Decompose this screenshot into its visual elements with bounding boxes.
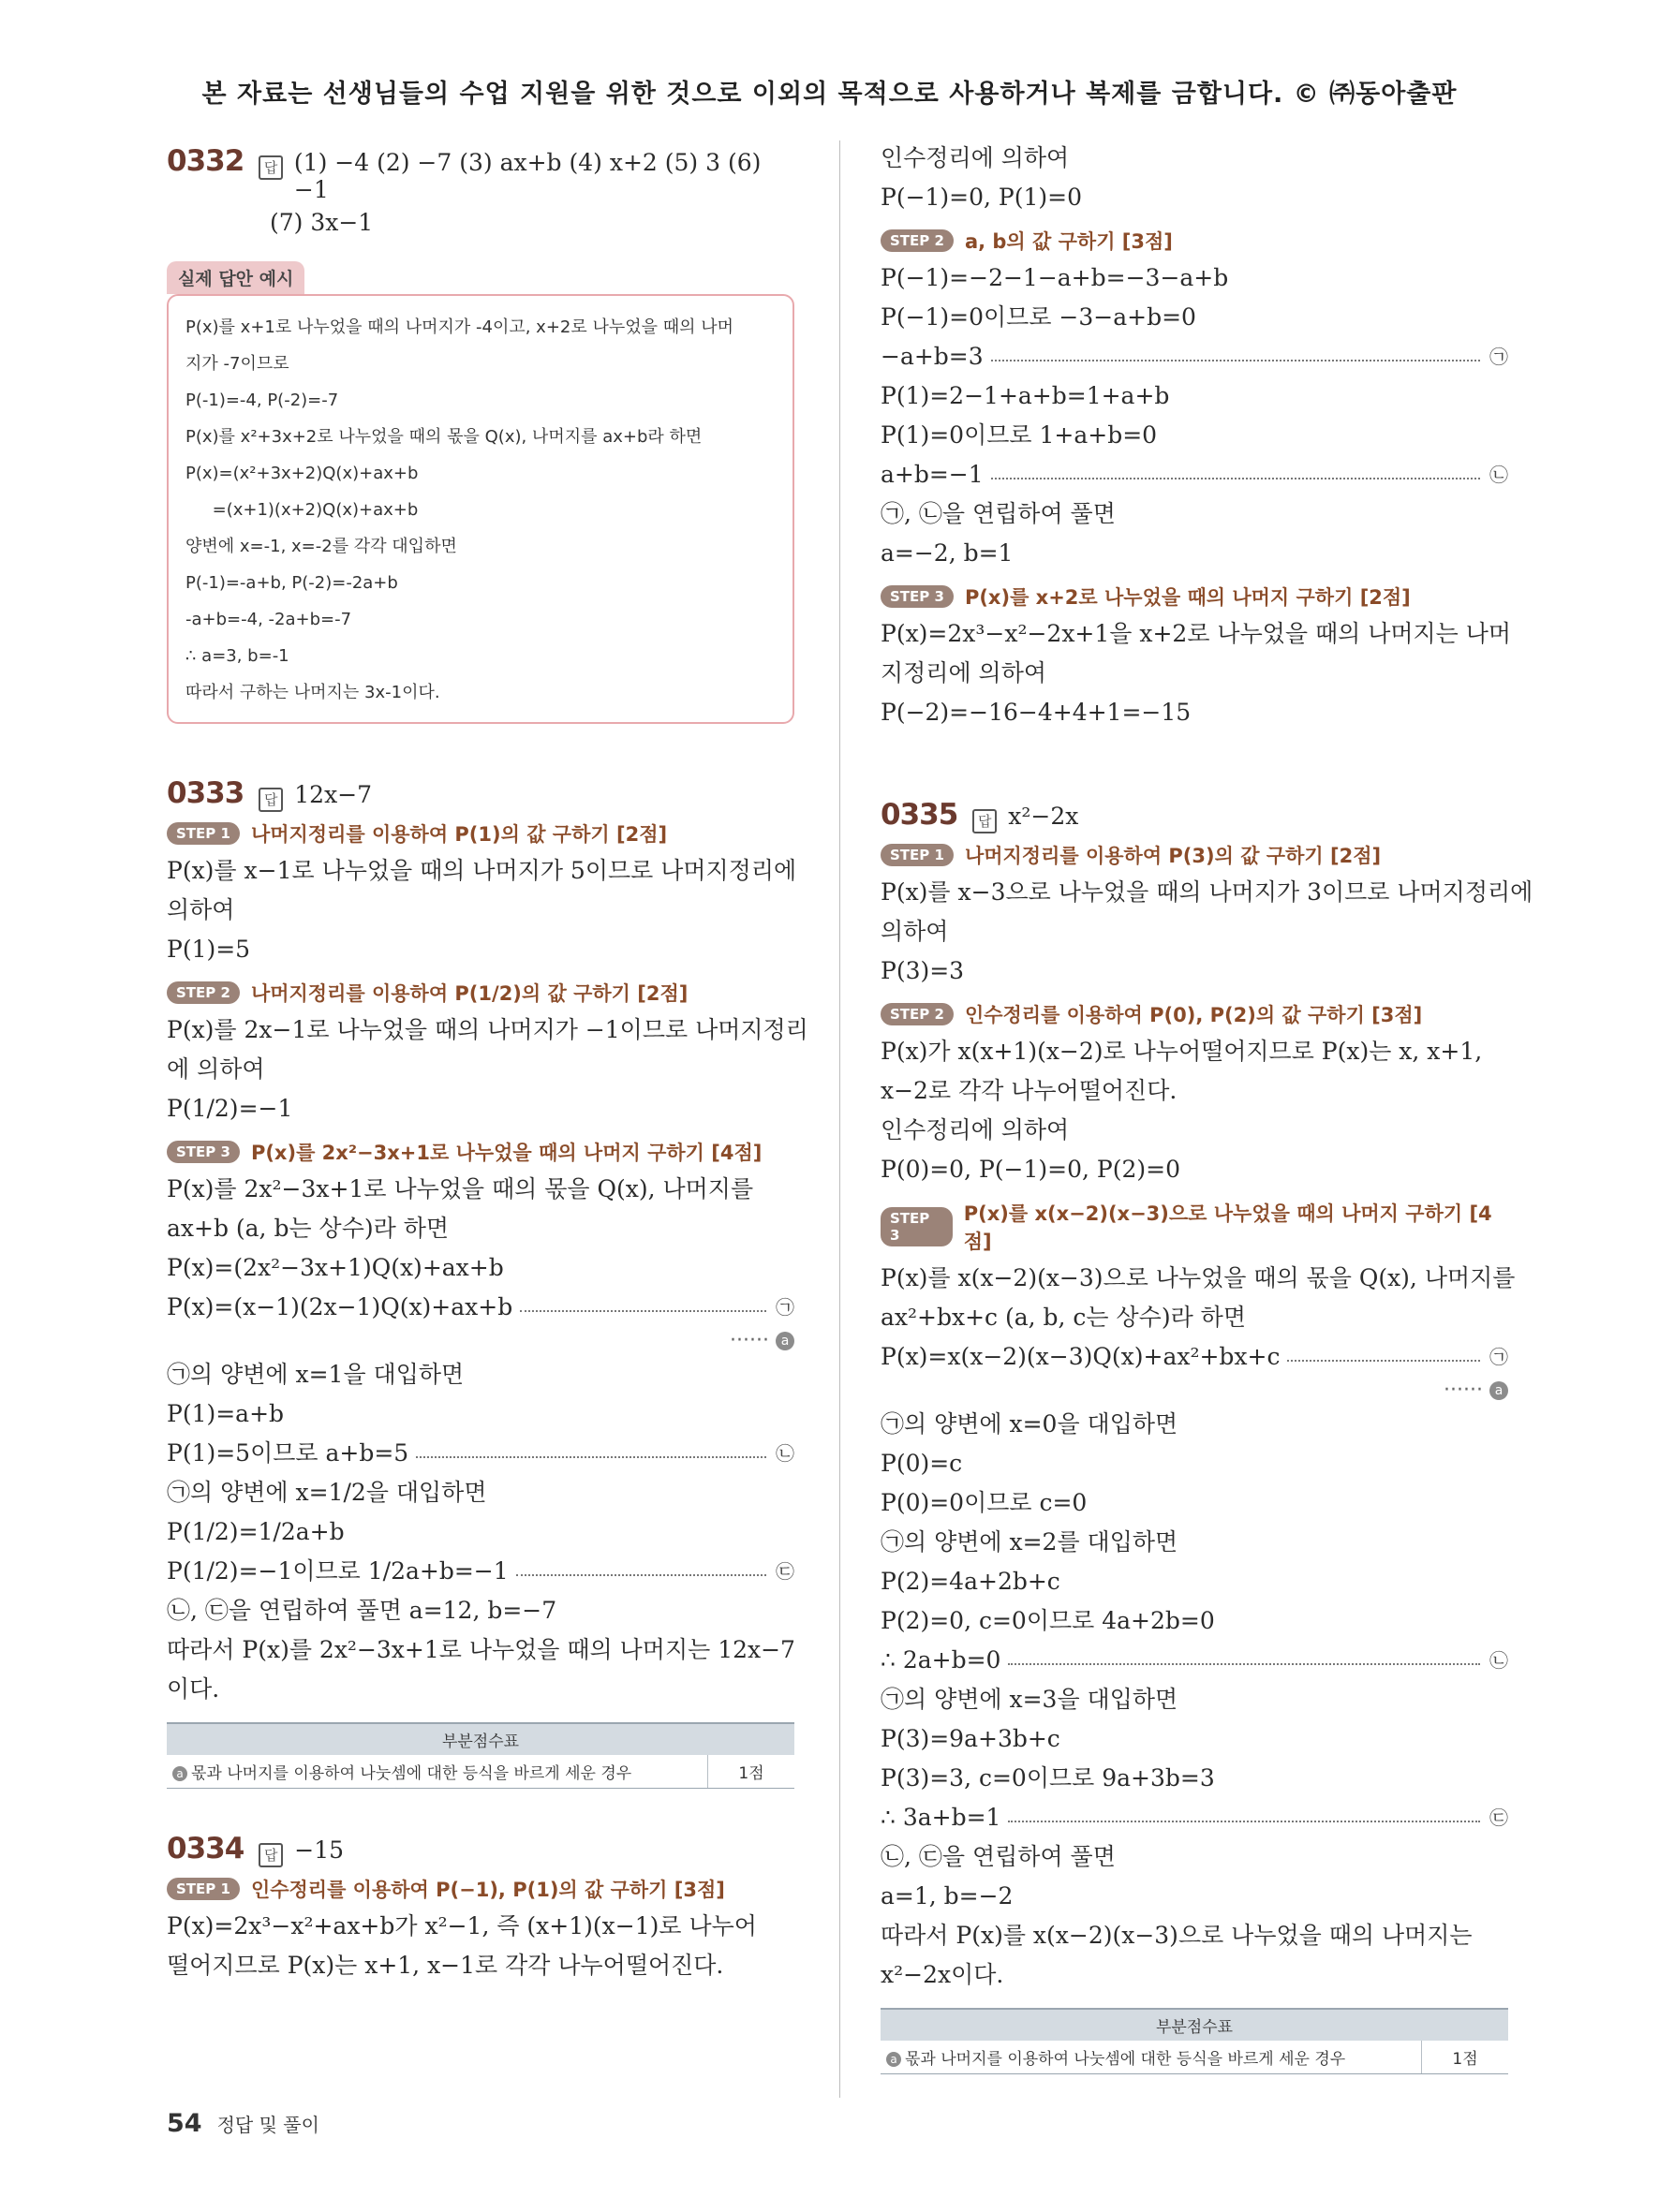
step-title: 인수정리를 이용하여 P(−1), P(1)의 값 구하기 [3점] [250,1879,725,1901]
example-tab: 실제 답안 예시 [167,261,304,294]
step-title: 인수정리를 이용하여 P(0), P(2)의 값 구하기 [3점] [964,1004,1423,1026]
solution-line: a=1, b=−2 [881,1882,1014,1910]
equation-marker: ㉡ [1489,464,1508,486]
equation-line [881,1337,1508,1377]
step-badge: STEP 3 [167,1141,240,1163]
problem-number: 0333 [167,776,244,810]
example-line: P(x)=(x²+3x+2)Q(x)+ax+b [185,464,419,483]
equation-text: −a+b=3 [881,343,984,370]
dot-leader [516,1574,766,1576]
example-line: P(x)를 x²+3x+2로 나누었을 때의 몫을 Q(x), 나머지를 ax+b라 하면 [185,427,703,447]
step-1-header [167,1875,794,1903]
solution-line: P(x)를 2x−1로 나누었을 때의 나머지가 −1이므로 나머지정리 [167,1016,808,1043]
example-line: =(x+1)(x+2)Q(x)+ax+b [185,500,419,520]
solution-line: ㉡, ㉢을 연립하여 풀면 a=12, b=−7 [167,1597,557,1624]
solution-line: P(x)를 x−1로 나누었을 때의 나머지가 5이므로 나머지정리에 [167,857,797,884]
step-title: 나머지정리를 이용하여 P(3)의 값 구하기 [2점] [964,845,1382,867]
solution-line: P(0)=c [881,1450,963,1477]
example-line: 따라서 구하는 나머지는 3x-1이다. [185,683,440,702]
dot-leader [991,478,1480,479]
solution-line: 지정리에 의하여 [881,659,1046,686]
solution-line: P(3)=3 [881,957,965,984]
solution-line: a=−2, b=1 [881,539,1014,567]
step-3-header [881,582,1508,611]
answer: −15 [294,1836,345,1864]
equation-marker: ㉠ [1489,346,1508,368]
step-badge: STEP 1 [167,1878,240,1900]
footer-title: 정답 및 풀이 [216,2114,319,2136]
step-badge: STEP 2 [881,229,954,252]
example-line: 지가 -7이므로 [185,354,289,374]
step-title: P(x)를 2x²−3x+1로 나누었을 때의 나머지 구하기 [4점] [250,1142,763,1164]
step-1-header [167,819,794,848]
solution-line: P(−1)=0, P(1)=0 [881,184,1083,211]
a-circle-icon: a [172,1766,187,1781]
column-divider [839,140,840,2098]
step-badge: STEP 2 [881,1003,954,1025]
step-2-header [167,979,794,1007]
solution-line: ax²+bx+c (a, b, c는 상수)라 하면 [881,1304,1246,1331]
example-line: P(x)를 x+1로 나누었을 때의 나머지가 -4이고, x+2로 나누었을 때의 나머 [185,317,734,337]
problem-0334-continued [881,139,1512,732]
example-line: 양변에 x=-1, x=-2를 각각 대입하면 [185,537,457,556]
solution-line: ㉠, ㉡을 연립하여 풀면 [881,500,1116,527]
problem-number: 0335 [881,798,958,832]
score-item [167,1755,708,1789]
equation-line [881,337,1508,376]
equation-text: P(1/2)=−1이므로 1/2a+b=−1 [167,1557,509,1585]
solution-line: 의하여 [167,896,235,923]
solution-line: P(−1)=−2−1−a+b=−3−a+b [881,264,1229,291]
solution-line: 인수정리에 의하여 [881,144,1070,171]
solution-line: P(x)를 x−3으로 나누었을 때의 나머지가 3이므로 나머지정리에 [881,878,1533,906]
dot-leader [416,1456,766,1458]
equation-marker: ㉠ [1489,1346,1508,1368]
example-line: -a+b=-4, -2a+b=-7 [185,610,352,629]
solution-line: P(x)=(2x²−3x+1)Q(x)+ax+b [167,1254,504,1281]
score-item [881,2041,1422,2074]
equation-text: ∴ 3a+b=1 [881,1804,1001,1831]
score-table-header: 부분점수표 [167,1723,794,1755]
equation-line [167,1288,794,1327]
solution-line: P(2)=0, c=0이므로 4a+2b=0 [881,1607,1215,1634]
equation-marker: ㉠ [776,1296,794,1319]
solution-line: 이다. [167,1675,220,1703]
left-column [167,139,808,1985]
solution-line: P(1)=0이므로 1+a+b=0 [881,421,1158,449]
solution-line: ㉡, ㉢을 연립하여 풀면 [881,1843,1116,1870]
a-circle-icon: a [886,2052,901,2067]
solution-line: P(x)=2x³−x²+ax+b가 x²−1, 즉 (x+1)(x−1)로 나누어 [167,1912,757,1939]
problem-0333 [167,776,808,1789]
equation-text: P(x)=x(x−2)(x−3)Q(x)+ax²+bx+c [881,1343,1281,1370]
answer-continued: (7) 3x−1 [270,209,374,236]
solution-line: 떨어지므로 P(x)는 x+1, x−1로 각각 나누어떨어진다. [167,1952,724,1979]
solution-line: P(x)를 x(x−2)(x−3)으로 나누었을 때의 몫을 Q(x), 나머지를 [881,1264,1516,1291]
solution-line: 의하여 [881,918,949,945]
solution-line: P(3)=9a+3b+c [881,1725,1060,1752]
solution-line: P(1/2)=−1 [167,1095,293,1122]
solution-line: P(2)=4a+2b+c [881,1568,1060,1595]
solution-line: ㉠의 양변에 x=1/2을 대입하면 [167,1479,487,1506]
solution-line: x−2로 각각 나누어떨어진다. [881,1077,1178,1104]
dot-leader [520,1310,766,1312]
dot-leader [1008,1821,1480,1822]
example-line: P(-1)=-4, P(-2)=-7 [185,391,339,410]
equation-line [881,1798,1508,1837]
dot-leader [1008,1663,1480,1665]
solution-line: P(0)=0, P(−1)=0, P(2)=0 [881,1156,1180,1183]
solution-line: ㉠의 양변에 x=0을 대입하면 [881,1410,1178,1438]
equation-marker: ㉢ [1489,1806,1508,1829]
answer-icon: 답 [259,155,283,180]
a-marker-line: ······ a [881,1377,1508,1405]
solution-line: P(0)=0이므로 c=0 [881,1489,1088,1516]
answer-icon: 답 [972,809,997,833]
equation-marker: ㉢ [776,1560,794,1583]
answer: 12x−7 [294,781,373,808]
copyright-banner: 본 자료는 선생님들의 수업 지원을 위한 것으로 이외의 목적으로 사용하거나 복제를 금합니다. © ㈜동아출판 [201,80,1458,109]
solution-line: 인수정리에 의하여 [881,1116,1070,1143]
a-circle-icon: a [1489,1381,1508,1400]
solution-line: P(1)=a+b [167,1400,285,1427]
solution-line: 따라서 P(x)를 x(x−2)(x−3)으로 나누었을 때의 나머지는 [881,1922,1473,1949]
score-points: 1점 [1422,2041,1509,2074]
page-number: 54 [167,2109,202,2138]
problem-number: 0332 [167,144,244,178]
step-badge: STEP 2 [167,981,240,1004]
solution-line: 따라서 P(x)를 2x²−3x+1로 나누었을 때의 나머지는 12x−7 [167,1636,795,1663]
score-points: 1점 [708,1755,795,1789]
solution-line: ㉠의 양변에 x=2를 대입하면 [881,1528,1178,1556]
equation-text: P(1)=5이므로 a+b=5 [167,1439,409,1467]
step-title: P(x)를 x(x−2)(x−3)으로 나누었을 때의 나머지 구하기 [4점] [963,1202,1492,1253]
equation-marker: ㉡ [1489,1649,1508,1672]
problem-0335 [881,798,1533,2074]
step-2-header [881,1000,1508,1028]
step-badge: STEP 1 [881,844,954,866]
solution-line: P(x)를 2x²−3x+1로 나누었을 때의 몫을 Q(x), 나머지를 [167,1175,754,1202]
example-answer-box [167,294,794,724]
equation-text: a+b=−1 [881,461,984,488]
solution-line: P(x)=2x³−x²−2x+1을 x+2로 나누었을 때의 나머지는 나머 [881,620,1512,647]
step-3-header [167,1138,794,1166]
score-item-text: 몫과 나머지를 이용하여 나눗셈에 대한 등식을 바르게 세운 경우 [191,1764,632,1783]
step-title: 나머지정리를 이용하여 P(1)의 값 구하기 [2점] [250,823,668,846]
solution-line: P(3)=3, c=0이므로 9a+3b=3 [881,1764,1215,1792]
equation-text: P(x)=(x−1)(2x−1)Q(x)+ax+b [167,1293,513,1320]
solution-line: P(x)가 x(x+1)(x−2)로 나누어떨어지므로 P(x)는 x, x+1, [881,1038,1483,1065]
score-table-header: 부분점수표 [881,2009,1508,2041]
equation-line [167,1552,794,1591]
equation-text: ∴ 2a+b=0 [881,1646,1001,1674]
step-title: a, b의 값 구하기 [3점] [964,230,1173,253]
step-badge: STEP 3 [881,1207,953,1246]
partial-score-table [167,1722,794,1789]
step-title: P(x)를 x+2로 나누었을 때의 나머지 구하기 [2점] [964,586,1411,609]
step-title: 나머지정리를 이용하여 P(1/2)의 값 구하기 [2점] [250,982,689,1005]
problem-0332 [167,144,794,724]
solution-line: P(1)=2−1+a+b=1+a+b [881,382,1170,409]
solution-line: P(−2)=−16−4+4+1=−15 [881,699,1192,726]
answer-icon: 답 [259,1843,283,1867]
solution-line: x²−2x이다. [881,1961,1004,1988]
solution-line: P(−1)=0이므로 −3−a+b=0 [881,303,1196,331]
step-badge: STEP 3 [881,585,954,608]
solution-line: ax+b (a, b는 상수)라 하면 [167,1215,450,1242]
solution-line: P(1/2)=1/2a+b [167,1518,345,1545]
partial-score-table [881,2008,1508,2074]
answer: x²−2x [1008,803,1079,830]
equation-line [881,1641,1508,1680]
equation-line [881,455,1508,494]
solution-line: 에 의하여 [167,1055,265,1083]
equation-line [167,1434,794,1473]
equation-marker: ㉡ [776,1442,794,1465]
step-badge: STEP 1 [167,822,240,845]
right-column [881,139,1533,2074]
dot-leader [991,360,1480,361]
step-1-header [881,841,1508,869]
a-marker-line: ······ a [167,1327,794,1355]
step-3-header [881,1199,1508,1255]
dot-leader [1287,1360,1480,1362]
problem-number: 0334 [167,1832,244,1865]
solution-line: ㉠의 양변에 x=1을 대입하면 [167,1361,465,1388]
solution-line: ㉠의 양변에 x=3을 대입하면 [881,1686,1178,1713]
answer: (1) −4 (2) −7 (3) ax+b (4) x+2 (5) 3 (6) −1 [293,149,762,203]
problem-0334 [167,1832,794,1985]
example-line: ∴ a=3, b=-1 [185,646,289,666]
a-circle-icon: a [776,1332,794,1350]
answer-icon: 답 [259,788,283,812]
page-footer [167,2109,319,2138]
solution-line: P(1)=5 [167,936,251,963]
example-line: P(-1)=-a+b, P(-2)=-2a+b [185,573,398,593]
step-2-header [881,227,1508,255]
score-item-text: 몫과 나머지를 이용하여 나눗셈에 대한 등식을 바르게 세운 경우 [905,2050,1346,2069]
